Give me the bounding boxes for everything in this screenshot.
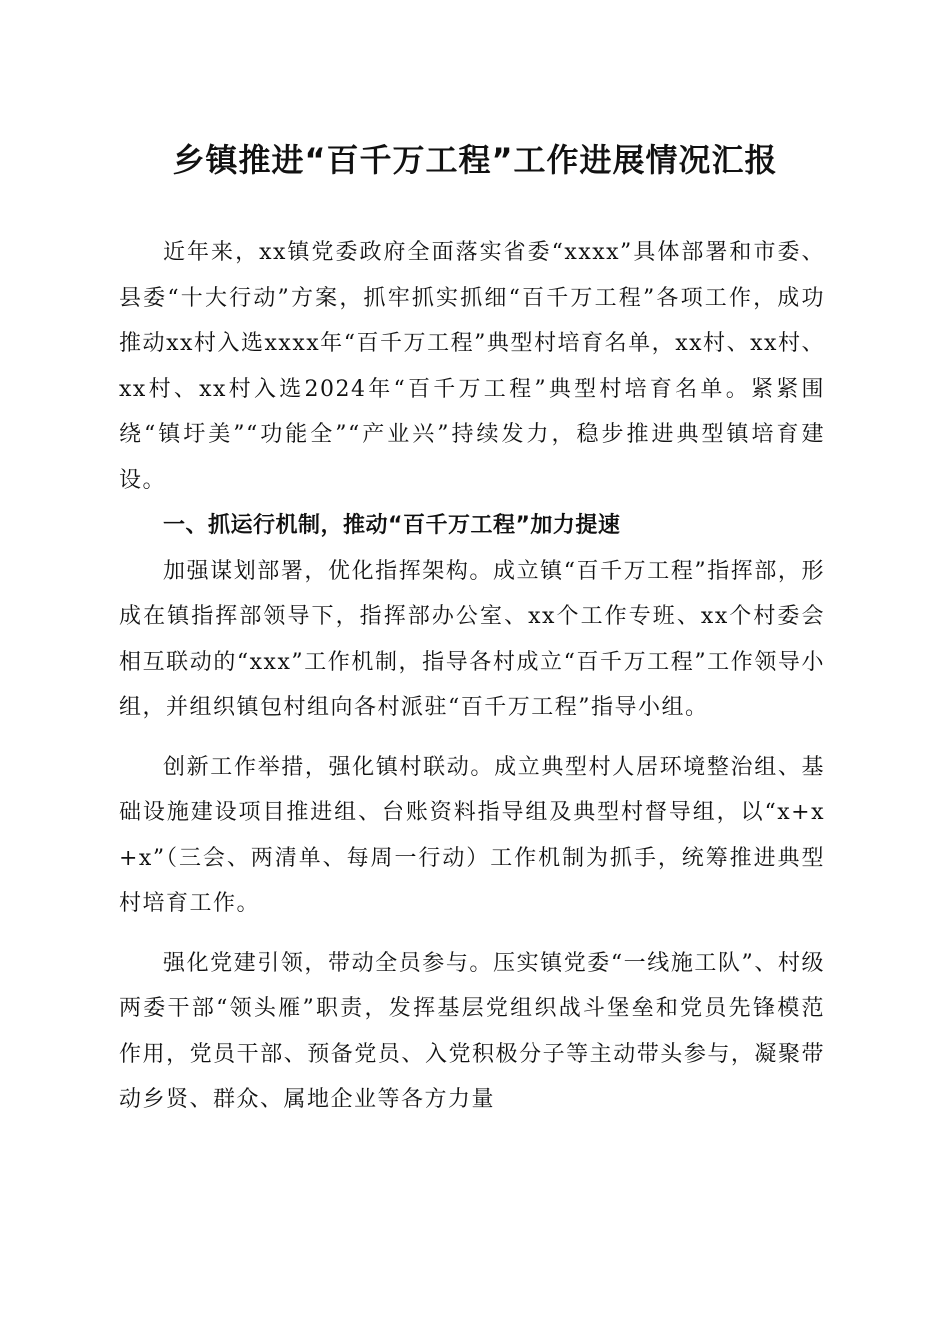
document-body xyxy=(119,230,825,1123)
section1-paragraph-2: 创新工作举措，强化镇村联动。成立典型村人居环境整治组、基础设施建设项目推进组、台账资料指导组及典型村督导组，以“x+x+x”（三会、两清单、每周一行动）工作机制为抓手，统筹推进典型村培育工作。 xyxy=(119,754,825,916)
section1-paragraph-1: 加强谋划部署，优化指挥架构。成立镇“百千万工程”指挥部，形成在镇指挥部领导下，指挥部办公室、xx个工作专班、xx个村委会相互联动的“xxx”工作机制，指导各村成立“百千万工程”工作领导小组，并组织镇包村组向各村派驻“百千万工程”指导小组。 xyxy=(119,558,825,720)
document-title: 乡镇推进“百千万工程”工作进展情况汇报 xyxy=(172,141,778,179)
section1-paragraph-3: 强化党建引领，带动全员参与。压实镇党委“一线施工队”、村级两委干部“领头雁”职责，发挥基层党组织战斗堡垒和党员先锋模范作用，党员干部、预备党员、入党积极分子等主动带头参与，凝聚带动乡贤、群众、属地企业等各方力量 xyxy=(119,950,825,1112)
section-heading-1: 一、抓运行机制，推动“百千万工程”加力提速 xyxy=(163,513,621,538)
intro-paragraph: 近年来，xx镇党委政府全面落实省委“xxxx”具体部署和市委、县委“十大行动”方案，抓牢抓实抓细“百千万工程”各项工作，成功推动xx村入选xxxx年“百千万工程”典型村培育名单，xx村、xx村、xx村、xx村入选2024年“百千万工程”典型村培育名单。紧紧围绕“镇圩美”“功能全”“产业兴”持续发力，稳步推进典型镇培育建设。 xyxy=(119,240,825,493)
